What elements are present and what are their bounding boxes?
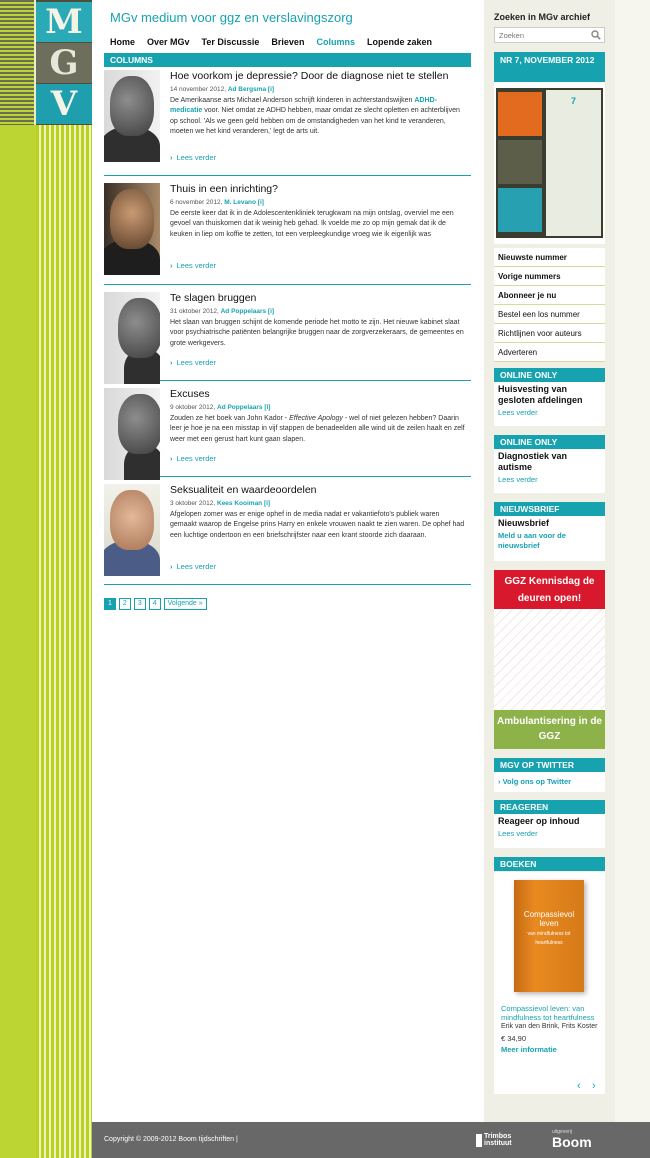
- article-meta: [170, 500, 270, 507]
- article-excerpt: Afgelopen zomer was er enige ophef in de media nadat er vakantiefoto's publiek waren gemaakt waarop de Engelse prins Harry en enkele vrouwen naakt te zien waren. De ophef had een luchtige ondertoon en een briefschrijfster naar een krant stoorde zich daaraan.: [170, 511, 465, 539]
- excerpt-text: De Amerikaanse arts Michael Anderson schrijft kinderen in achterstandswijken: [170, 97, 415, 104]
- section-header: COLUMNS: [104, 53, 471, 67]
- page-1-button[interactable]: 1: [104, 598, 116, 610]
- author-link[interactable]: M. Levano [i]: [224, 199, 264, 206]
- logo-letter-g: G: [49, 43, 79, 83]
- article-meta: [170, 199, 264, 206]
- books-header: BOEKEN: [494, 857, 605, 871]
- footer: [92, 1122, 650, 1158]
- article-excerpt: De eerste keer dat ik in de Adolescentenkliniek terugkwam na mijn ontslag, overviel me een gevoel van thuiskomen dat ik weinig heb gehad. Ik voelde me zo op mijn gemak dat ik de keuken in liep om koffie te zetten, tot een verpleegkundige vroeg wie ik eigenlijk was: [170, 210, 454, 238]
- kennisdag-banner[interactable]: [494, 570, 605, 749]
- nav-home[interactable]: Home: [110, 37, 136, 47]
- article-title[interactable]: Excuses: [170, 388, 210, 400]
- pagination: [104, 598, 207, 610]
- read-more-link[interactable]: › Lees verder: [170, 153, 216, 162]
- read-more-link[interactable]: › Lees verder: [170, 261, 216, 270]
- page-2-button[interactable]: 2: [119, 598, 131, 610]
- nav-brieven[interactable]: Brieven: [271, 37, 305, 47]
- author-photo[interactable]: [104, 292, 160, 384]
- online-title[interactable]: Diagnostiek van autisme: [498, 451, 568, 472]
- article-item: [104, 388, 471, 477]
- article-meta: [170, 308, 274, 315]
- adhd-link[interactable]: ADHD-medicatie: [170, 97, 437, 115]
- react-title: Reageer op inhoud: [498, 816, 580, 826]
- author-link[interactable]: Ad Poppelaars [i]: [220, 308, 275, 315]
- search-input[interactable]: [494, 27, 605, 43]
- online-read-more[interactable]: Lees verder: [498, 408, 538, 417]
- article-meta: [170, 86, 274, 93]
- author-photo[interactable]: [104, 183, 160, 275]
- site-title[interactable]: MGv medium voor ggz en verslavingszorg: [110, 10, 353, 25]
- book-cover[interactable]: [514, 880, 584, 992]
- online-only-header: ONLINE ONLY: [494, 368, 605, 382]
- excerpt-text: - wel of niet gelezen hebben? Daarin leer je hoe je na een misstap in vijf stappen de benadeelden alle wind uit de zeilen haalt en zelf weer met een gerust hart kunt gaan slapen.: [170, 415, 465, 443]
- article-excerpt: [170, 414, 466, 445]
- menu-adverteren[interactable]: Adverteren: [494, 343, 605, 362]
- nav-columns[interactable]: Columns: [316, 37, 355, 47]
- online-title[interactable]: Huisvesting van gesloten afdelingen: [498, 384, 583, 405]
- issue-header[interactable]: NR 7, NOVEMBER 2012: [494, 52, 605, 82]
- chevron-right-icon[interactable]: ›: [592, 1080, 596, 1092]
- article-excerpt: Het slaan van bruggen schijnt de komende periode het motto te zijn. Het nieuwe kabinet slaat voor psychiatrische patiënten belangrijke bruggen naar de zorgverzekeraars, de gemeentes en grote werkgevers.: [170, 319, 464, 347]
- newsletter-signup-link[interactable]: Meld u aan voor de nieuwsbrief: [498, 531, 566, 550]
- menu-richtlijnen[interactable]: Richtlijnen voor auteurs: [494, 324, 605, 343]
- book-title-italic: Effective Apology: [289, 415, 343, 422]
- author-photo[interactable]: [104, 70, 160, 162]
- article-date: 3 oktober 2012,: [170, 500, 216, 507]
- search-icon[interactable]: [591, 30, 601, 40]
- article-title[interactable]: Seksualiteit en waardeoordelen: [170, 484, 317, 496]
- chevron-right-icon: ›: [498, 777, 503, 786]
- left-decor-bar: [0, 0, 92, 1158]
- article-date: 14 november 2012,: [170, 86, 227, 93]
- book-title-link[interactable]: Compassievol leven: van mindfulness tot heartfulness: [501, 1004, 595, 1022]
- chevron-left-icon[interactable]: ‹: [577, 1080, 581, 1092]
- read-more-link[interactable]: › Lees verder: [170, 562, 216, 571]
- article-item: [104, 292, 471, 381]
- nav-ter-discussie[interactable]: Ter Discussie: [201, 37, 260, 47]
- author-photo[interactable]: [104, 388, 160, 480]
- article-title[interactable]: Thuis in een inrichting?: [170, 183, 278, 195]
- menu-nieuwste-nummer[interactable]: Nieuwste nummer: [494, 248, 605, 267]
- react-box: [494, 814, 605, 848]
- twitter-header: MGV OP TWITTER: [494, 758, 605, 772]
- read-more-link[interactable]: › Lees verder: [170, 358, 216, 367]
- logo-letter-v: V: [50, 84, 78, 124]
- book-more-info-link[interactable]: Meer informatie: [501, 1045, 557, 1054]
- nav-over-mgv[interactable]: Over MGv: [147, 37, 190, 47]
- twitter-box: [494, 772, 605, 792]
- menu-vorige-nummers[interactable]: Vorige nummers: [494, 267, 605, 286]
- react-header: REAGEREN: [494, 800, 605, 814]
- read-more-link[interactable]: › Lees verder: [170, 454, 216, 463]
- search-label: Zoeken in MGv archief: [494, 12, 591, 22]
- banner-top-text: GGZ Kennisdag de deuren open!: [494, 570, 605, 609]
- excerpt-text: Zouden ze het boek van John Kador -: [170, 415, 290, 422]
- book-price: € 34,90: [501, 1034, 527, 1043]
- article-item: [104, 183, 471, 285]
- online-read-more[interactable]: Lees verder: [498, 475, 538, 484]
- author-link[interactable]: Ad Bergsma [i]: [227, 86, 275, 93]
- react-read-more[interactable]: Lees verder: [498, 829, 538, 838]
- excerpt-text: voor. Niet omdat ze ADHD hebben, maar omdat ze slecht opletten en achterblijven op school. 'Als we geen geld hebben om de omstandigheden van het kind te veranderen, moeten we het kind veranderen,' legt de arts uit.: [170, 107, 460, 136]
- author-link[interactable]: Ad Poppelaars [i]: [217, 404, 271, 411]
- trimbos-logo-text[interactable]: Trimbos instituut: [484, 1133, 512, 1147]
- right-margin: [615, 0, 650, 1122]
- boom-logo-subtext: uitgeverij: [552, 1129, 573, 1135]
- newsletter-title: Nieuwsbrief: [498, 518, 550, 528]
- newsletter-header: NIEUWSBRIEF: [494, 502, 605, 516]
- logo-letter-m: M: [45, 2, 83, 42]
- book-cover-subtitle: van mindfulness tot heartfulness: [527, 931, 571, 946]
- online-only-box: [494, 382, 605, 426]
- mgv-logo[interactable]: [0, 0, 92, 125]
- menu-bestel-los-nummer[interactable]: Bestel een los nummer: [494, 305, 605, 324]
- issue-cover-image[interactable]: [494, 82, 605, 244]
- newsletter-box: [494, 516, 605, 561]
- article-date: 31 oktober 2012,: [170, 308, 219, 315]
- book-carousel: [494, 872, 605, 1094]
- nav-lopende-zaken[interactable]: Lopende zaken: [366, 37, 432, 47]
- article-excerpt: [170, 96, 466, 138]
- trimbos-logo-icon: [476, 1134, 482, 1147]
- twitter-follow-link[interactable]: Volg ons op Twitter: [502, 777, 572, 786]
- copyright-text: Copyright © 2009-2012 Boom tijdschriften |: [104, 1136, 238, 1143]
- twitter-link-row: [494, 772, 605, 789]
- article-title[interactable]: Hoe voorkom je depressie? Door de diagnose niet te stellen: [170, 70, 449, 82]
- book-authors: Erik van den Brink, Frits Koster: [501, 1023, 598, 1030]
- article-item: [104, 484, 471, 585]
- banner-bottom-text: Ambulantisering in de GGZ: [494, 710, 605, 749]
- menu-abonneer[interactable]: Abonneer je nu: [494, 286, 605, 305]
- article-item: [104, 70, 471, 176]
- article-date: 9 oktober 2012,: [170, 404, 216, 411]
- article-title[interactable]: Te slagen bruggen: [170, 292, 257, 304]
- page-3-button[interactable]: 3: [134, 598, 146, 610]
- boom-logo[interactable]: Boom: [552, 1134, 592, 1150]
- article-meta: [170, 404, 270, 411]
- book-cover-title: Compassievol leven: [523, 910, 575, 928]
- page-4-button[interactable]: 4: [149, 598, 161, 610]
- author-link[interactable]: Kees Kooiman [i]: [217, 500, 271, 507]
- author-photo[interactable]: [104, 484, 160, 576]
- banner-illustration: [494, 609, 605, 710]
- article-date: 6 november 2012,: [170, 199, 223, 206]
- next-page-button[interactable]: Volgende »: [164, 598, 207, 610]
- online-only-header: ONLINE ONLY: [494, 435, 605, 449]
- cover-issue-number: 7: [570, 96, 576, 106]
- main-nav: [110, 37, 444, 47]
- online-only-box: [494, 449, 605, 493]
